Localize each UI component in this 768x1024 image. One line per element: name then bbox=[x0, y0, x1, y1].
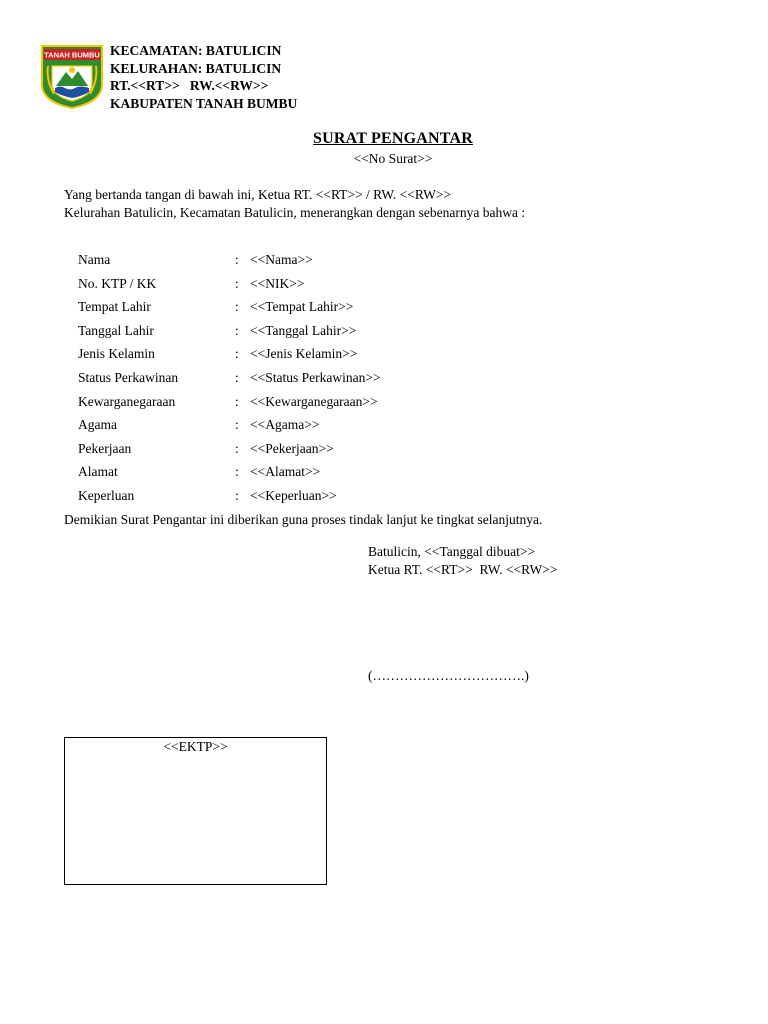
intro-paragraph bbox=[64, 186, 525, 222]
field-row-tempat-lahir bbox=[78, 299, 578, 323]
field-row-nik bbox=[78, 276, 578, 300]
personal-data-fields bbox=[78, 252, 578, 512]
field-colon: : bbox=[235, 275, 239, 291]
field-value: <<Tempat Lahir>> bbox=[250, 299, 354, 315]
field-value: <<Pekerjaan>> bbox=[250, 440, 334, 456]
field-value: <<Status Perkawinan>> bbox=[250, 369, 381, 385]
field-row-nama bbox=[78, 252, 578, 276]
field-row-keperluan bbox=[78, 488, 578, 512]
field-row-jenis-kelamin bbox=[78, 346, 578, 370]
field-colon: : bbox=[235, 346, 239, 362]
field-value: <<Kewarganegaraan>> bbox=[250, 393, 378, 409]
intro-line-2: Kelurahan Batulicin, Kecamatan Batulicin, menerangkan dengan sebenarnya bahwa : bbox=[64, 205, 526, 220]
field-label: Nama bbox=[78, 252, 111, 267]
field-row-status-perkawinan bbox=[78, 370, 578, 394]
field-colon: : bbox=[235, 299, 239, 315]
signature-position: Ketua RT. <<RT>> RW. <<RW>> bbox=[368, 562, 558, 577]
field-value: <<Agama>> bbox=[250, 417, 320, 433]
letterhead bbox=[110, 42, 297, 112]
field-label: Agama bbox=[78, 417, 117, 433]
field-row-tanggal-lahir bbox=[78, 323, 578, 347]
field-row-kewarganegaraan bbox=[78, 394, 578, 418]
ektp-photo-box bbox=[64, 737, 327, 885]
field-value: <<Nama>> bbox=[250, 252, 313, 267]
field-label: Pekerjaan bbox=[78, 440, 132, 456]
signature-name-line: (…………………………….) bbox=[368, 668, 529, 683]
document-title: SURAT PENGANTAR bbox=[313, 130, 473, 147]
field-label: No. KTP / KK bbox=[78, 275, 157, 291]
field-label: Tempat Lahir bbox=[78, 299, 151, 315]
field-label: Keperluan bbox=[78, 487, 135, 503]
field-label: Jenis Kelamin bbox=[78, 346, 155, 362]
field-colon: : bbox=[235, 322, 239, 338]
field-value: <<Alamat>> bbox=[250, 464, 321, 480]
signature-block bbox=[368, 543, 557, 579]
field-row-agama bbox=[78, 417, 578, 441]
field-value: <<Keperluan>> bbox=[250, 487, 337, 503]
header-kecamatan: KECAMATAN: BATULICIN bbox=[110, 43, 282, 58]
field-label: Status Perkawinan bbox=[78, 369, 179, 385]
field-colon: : bbox=[235, 369, 239, 385]
logo-banner-text: TANAH BUMBU bbox=[44, 50, 100, 60]
field-colon: : bbox=[235, 417, 239, 433]
header-rt-rw: RT.<<RT>> RW.<<RW>> bbox=[110, 78, 269, 93]
field-colon: : bbox=[235, 440, 239, 456]
field-colon: : bbox=[235, 464, 239, 480]
field-label: Kewarganegaraan bbox=[78, 393, 176, 409]
field-value: <<NIK>> bbox=[250, 275, 305, 291]
letter-number: <<No Surat>> bbox=[353, 151, 433, 166]
closing-paragraph: Demikian Surat Pengantar ini diberikan guna proses tindak lanjut ke tingkat selanjutnya. bbox=[64, 512, 543, 527]
header-kelurahan: KELURAHAN: BATULICIN bbox=[110, 60, 282, 76]
tanah-bumbu-logo bbox=[40, 44, 104, 110]
field-colon: : bbox=[235, 393, 239, 409]
field-value: <<Jenis Kelamin>> bbox=[250, 346, 358, 362]
ektp-label: <<EKTP>> bbox=[163, 739, 228, 754]
field-label: Tanggal Lahir bbox=[78, 322, 154, 338]
header-kabupaten: KABUPATEN TANAH BUMBU bbox=[110, 95, 298, 111]
field-colon: : bbox=[235, 252, 239, 267]
field-row-alamat bbox=[78, 464, 578, 488]
intro-line-1: Yang bertanda tangan di bawah ini, Ketua RT. <<RT>> / RW. <<RW>> bbox=[64, 187, 452, 202]
field-value: <<Tanggal Lahir>> bbox=[250, 322, 357, 338]
field-label: Alamat bbox=[78, 464, 118, 480]
field-colon: : bbox=[235, 487, 239, 503]
signature-place-date: Batulicin, <<Tanggal dibuat>> bbox=[368, 544, 536, 559]
field-row-pekerjaan bbox=[78, 441, 578, 465]
